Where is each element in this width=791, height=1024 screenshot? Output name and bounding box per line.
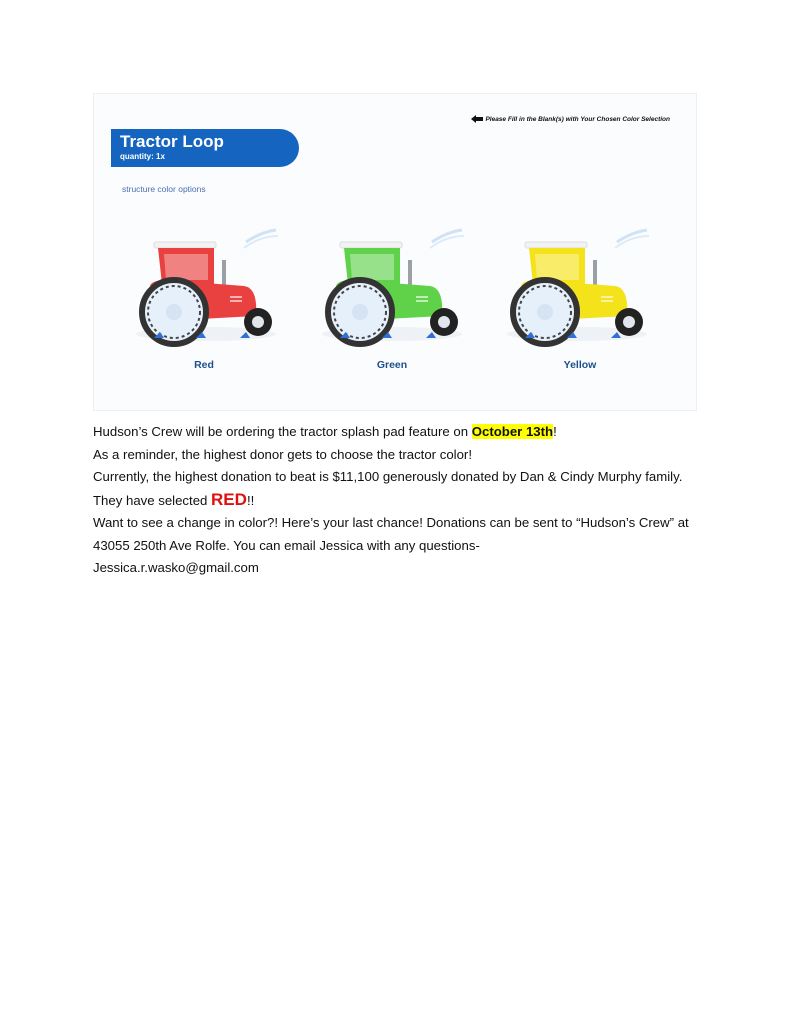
option-label-green: Green: [376, 359, 408, 371]
option-label-yellow: Yellow: [563, 359, 597, 371]
line3-end: !!: [246, 492, 255, 508]
announcement-line-1: [93, 421, 703, 444]
line1-text: Hudson’s Crew will be ordering the tractor splash pad feature on: [93, 424, 472, 439]
tractor-green-image: [312, 224, 472, 349]
tractor-yellow-image: [497, 224, 657, 349]
order-date: October 13th: [471, 424, 554, 439]
announcement-line-2: As a reminder, the highest donor gets to choose the tractor color!: [93, 446, 472, 462]
line3-text: Currently, the highest donation to beat is $11,100 generously donated by Dan & Cindy Murphy family. They have selected: [93, 469, 683, 508]
line1-end: !: [553, 424, 557, 439]
quantity-label: quantity: 1x: [120, 152, 165, 161]
announcement-line-4: [93, 512, 703, 580]
pointer-icon: [471, 114, 483, 124]
line4-text: Want to see a change in color?! Here’s your last chance! Donations can be sent to “Hudson’s Crew” at 43055 250th Ave Rolfe. You can email Jessica with any questions-: [93, 515, 689, 553]
options-label: structure color options: [122, 184, 206, 194]
announcement-line-3: [93, 466, 703, 512]
flyer-title: Tractor Loop: [120, 132, 224, 151]
email-link[interactable]: Jessica.r.wasko@gmail.com: [93, 560, 259, 575]
selected-color: RED: [211, 489, 247, 509]
note-text: Please Fill in the Blank(s) with Your Chosen Color Selection: [485, 116, 670, 123]
option-label-red: Red: [194, 359, 214, 371]
tractor-red-image: [126, 224, 286, 349]
announcement-text: [93, 421, 703, 580]
fill-in-note: [485, 116, 670, 123]
title-banner: [111, 129, 299, 167]
tractor-loop-flyer: [93, 93, 697, 411]
